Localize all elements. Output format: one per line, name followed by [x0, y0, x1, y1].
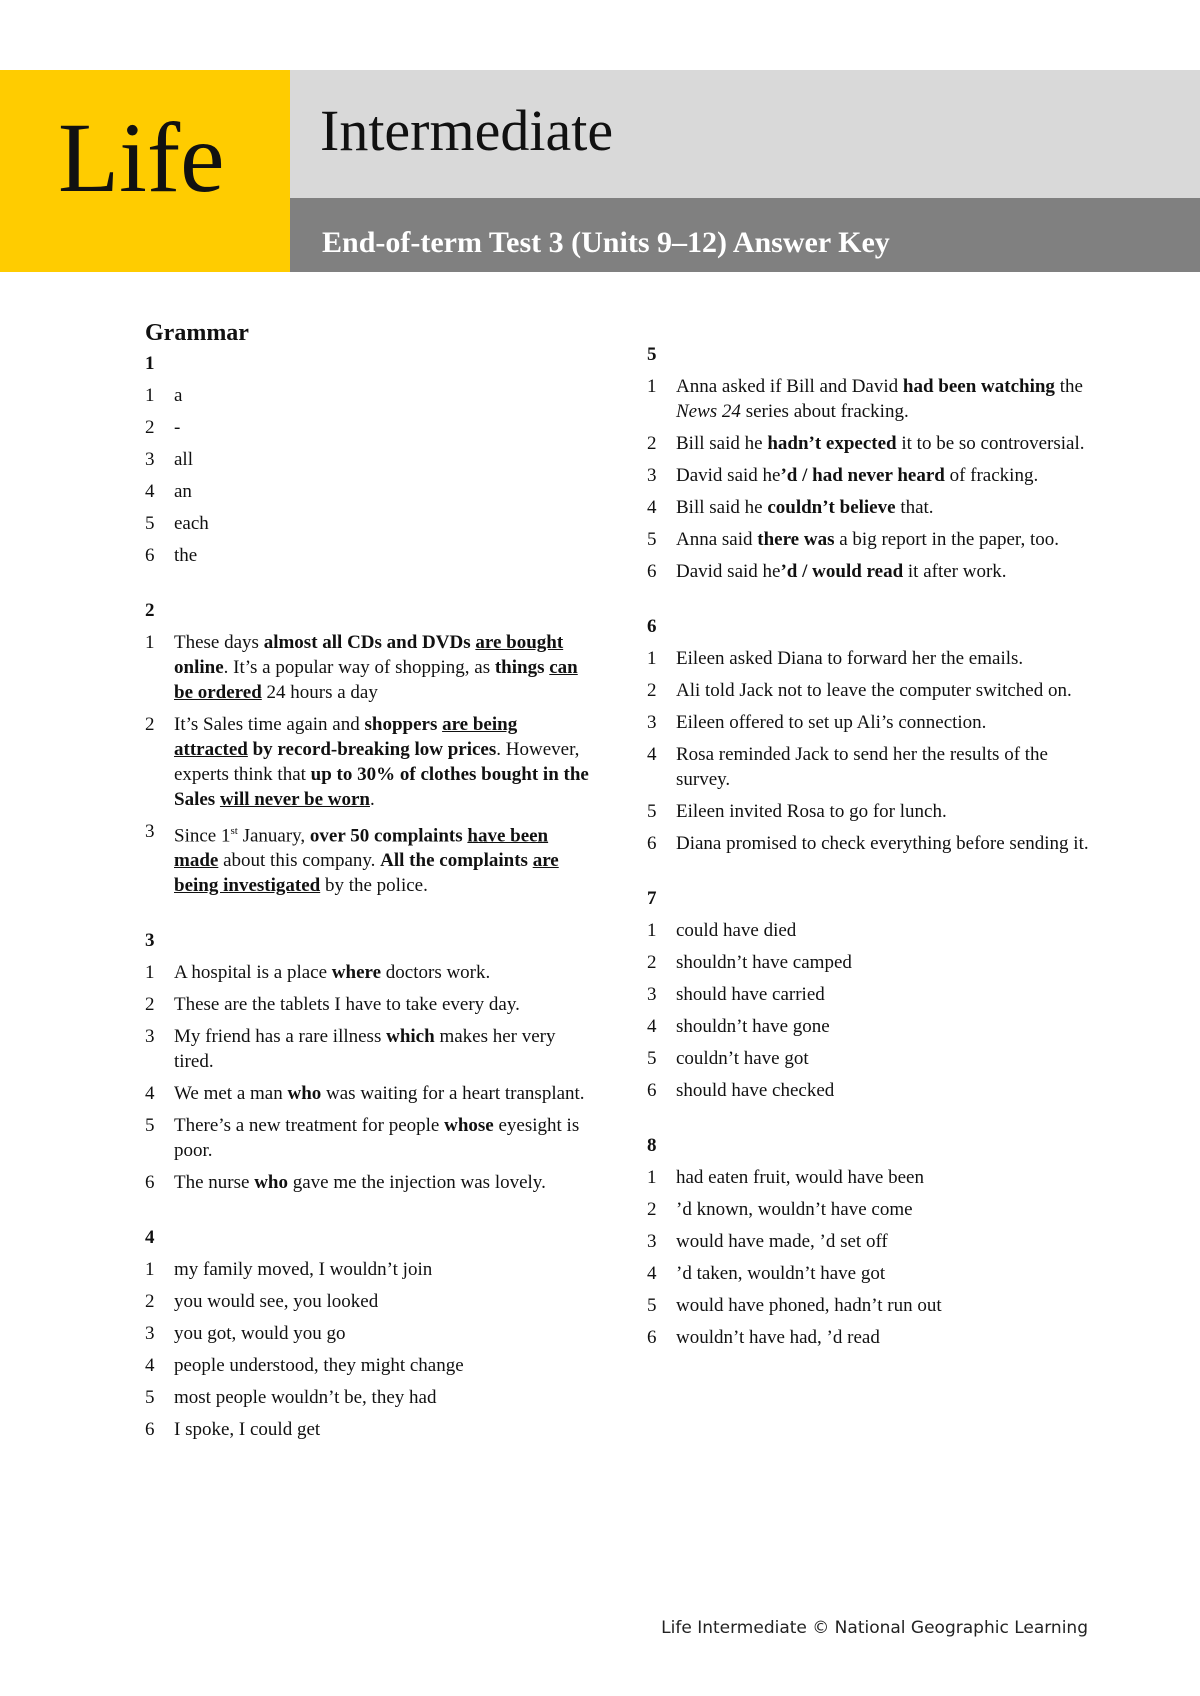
- answer-text: had eaten fruit, would have been: [676, 1167, 924, 1188]
- answer-item: [647, 678, 1097, 703]
- answer-number: 2: [647, 1199, 657, 1220]
- answer-text: Anna said there was a big report in the paper, too.: [676, 529, 1060, 550]
- exercise-1: [145, 353, 590, 568]
- answer-item: [647, 463, 1097, 488]
- exercise-2: [145, 600, 590, 898]
- answer-number: 5: [647, 529, 657, 550]
- answer-number: 1: [145, 385, 155, 406]
- answer-number: 4: [647, 1263, 657, 1284]
- answer-item: [647, 799, 1097, 824]
- answer-item: [145, 479, 590, 504]
- answer-text: Rosa reminded Jack to send her the results of the survey.: [676, 744, 1048, 790]
- answer-item: [145, 1170, 590, 1195]
- answer-text: Bill said he hadn’t expected it to be so controversial.: [676, 433, 1085, 454]
- answer-text: Anna asked if Bill and David had been watching the News 24 series about fracking.: [676, 376, 1083, 422]
- answer-item: [647, 431, 1097, 456]
- answer-number: 6: [647, 1080, 657, 1101]
- answer-text: my family moved, I wouldn’t join: [174, 1259, 433, 1281]
- answer-text: should have checked: [676, 1080, 835, 1101]
- exercise-number: 6: [647, 616, 657, 637]
- answer-text: all: [174, 449, 193, 470]
- answer-number: 6: [647, 833, 657, 854]
- answer-number: 1: [647, 376, 657, 397]
- answer-text: couldn’t have got: [676, 1048, 809, 1069]
- answer-item: [145, 543, 590, 568]
- answer-item: [647, 1293, 1097, 1318]
- answer-item: [647, 742, 1097, 792]
- answer-item: [145, 1024, 590, 1074]
- answer-item: [647, 1229, 1097, 1254]
- answer-number: 6: [647, 1327, 657, 1348]
- answer-item: [647, 1261, 1097, 1286]
- exercise-6: [647, 616, 1097, 856]
- answer-number: 4: [647, 497, 657, 518]
- answer-item: [145, 1257, 590, 1282]
- logo-text: Life: [58, 102, 225, 213]
- answer-item: [647, 1046, 1097, 1071]
- answer-number: 1: [145, 632, 155, 653]
- answer-item: [145, 992, 590, 1017]
- level-title: Intermediate: [320, 98, 614, 163]
- exercise-5: [647, 344, 1097, 584]
- answer-item: [145, 1113, 590, 1163]
- answer-text: There’s a new treatment for people whose eyesight is poor.: [174, 1115, 580, 1162]
- exercise-number: 4: [145, 1227, 155, 1249]
- answer-text: Ali told Jack not to leave the computer switched on.: [676, 680, 1072, 701]
- exercise-number: 8: [647, 1135, 657, 1156]
- answer-text: most people wouldn’t be, they had: [174, 1387, 437, 1409]
- answer-item: [647, 559, 1097, 584]
- answer-number: 5: [647, 1295, 657, 1316]
- exercise-8: [647, 1135, 1097, 1350]
- answer-number: 4: [145, 1083, 155, 1105]
- right-column: [647, 320, 1097, 1382]
- answer-number: 6: [647, 561, 657, 582]
- answer-number: 6: [145, 1419, 155, 1441]
- exercise-number: 5: [647, 344, 657, 365]
- answer-text: Bill said he couldn’t believe that.: [676, 497, 934, 518]
- answer-item: [145, 712, 590, 812]
- answer-text: It’s Sales time again and shoppers are being attracted by record-breaking low prices. However, experts think that up to 30% of clothes bought in the Sales will never be worn.: [174, 714, 589, 810]
- answer-text: should have carried: [676, 984, 825, 1005]
- answer-text: would have phoned, hadn’t run out: [676, 1295, 942, 1316]
- answer-text: Diana promised to check everything before sending it.: [676, 833, 1089, 854]
- test-title-band: [290, 198, 1200, 272]
- answer-text: could have died: [676, 920, 797, 941]
- answer-text: Eileen invited Rosa to go for lunch.: [676, 801, 947, 822]
- answer-number: 1: [647, 648, 657, 669]
- answer-item: [647, 1014, 1097, 1039]
- exercise-number: 2: [145, 600, 155, 621]
- answer-number: 3: [145, 1026, 155, 1048]
- answer-number: 5: [647, 1048, 657, 1069]
- answer-item: [145, 1081, 590, 1106]
- answer-number: 2: [647, 433, 657, 454]
- answer-item: [145, 1289, 590, 1314]
- answer-number: 1: [647, 1167, 657, 1188]
- answer-number: 2: [145, 417, 155, 438]
- answer-text: A hospital is a place where doctors work.: [174, 962, 491, 984]
- answer-number: 5: [647, 801, 657, 822]
- answer-text: I spoke, I could get: [174, 1419, 321, 1441]
- exercise-number: 7: [647, 888, 657, 909]
- answer-text: an: [174, 481, 192, 502]
- answer-number: 1: [145, 962, 155, 984]
- answer-text: Eileen asked Diana to forward her the emails.: [676, 648, 1024, 669]
- answer-number: 2: [647, 680, 657, 701]
- answer-number: 2: [145, 994, 155, 1016]
- answer-text: Eileen offered to set up Ali’s connection.: [676, 712, 987, 733]
- answer-text: The nurse who gave me the injection was lovely.: [174, 1172, 546, 1194]
- answer-item: [145, 1385, 590, 1410]
- answer-item: [145, 960, 590, 985]
- answer-number: 3: [647, 465, 657, 486]
- answer-text: ’d taken, wouldn’t have got: [676, 1263, 886, 1284]
- answer-text: ’d known, wouldn’t have come: [676, 1199, 913, 1220]
- answer-item: [647, 1197, 1097, 1222]
- answer-text: David said he’d / would read it after work.: [676, 561, 1007, 582]
- answer-item: [647, 1078, 1097, 1103]
- answer-item: [145, 511, 590, 536]
- answer-number: 4: [145, 481, 155, 502]
- answer-number: 1: [145, 1259, 155, 1281]
- answer-text: These days almost all CDs and DVDs are bought online. It’s a popular way of shopping, as things can be ordered 24 hours a day: [174, 632, 578, 703]
- answer-item: [647, 527, 1097, 552]
- section-title: Grammar: [145, 320, 249, 346]
- answer-number: 6: [145, 545, 155, 566]
- answer-item: [145, 383, 590, 408]
- answer-text: you got, would you go: [174, 1323, 346, 1345]
- answer-number: 5: [145, 1115, 155, 1137]
- answer-number: 5: [145, 1387, 155, 1409]
- left-column: [145, 320, 590, 1474]
- answer-item: [145, 819, 590, 898]
- answer-number: 6: [145, 1172, 155, 1194]
- answer-number: 4: [647, 744, 657, 765]
- answer-text: wouldn’t have had, ’d read: [676, 1327, 880, 1348]
- answer-text: David said he’d / had never heard of fracking.: [676, 465, 1039, 486]
- answer-item: [145, 630, 590, 705]
- answer-number: 3: [647, 712, 657, 733]
- exercise-4: [145, 1227, 590, 1442]
- right-exercise-list: [647, 344, 1097, 1350]
- answer-number: 3: [647, 984, 657, 1005]
- answer-text: would have made, ’d set off: [676, 1231, 888, 1252]
- answer-item: [647, 1325, 1097, 1350]
- exercise-7: [647, 888, 1097, 1103]
- level-band: [290, 70, 1200, 198]
- exercise-3: [145, 930, 590, 1195]
- answer-text: people understood, they might change: [174, 1355, 464, 1377]
- answer-number: 3: [647, 1231, 657, 1252]
- answer-text: the: [174, 545, 198, 566]
- answer-item: [647, 374, 1097, 424]
- answer-text: -: [174, 417, 181, 438]
- answer-item: [647, 831, 1097, 856]
- answer-text: We met a man who was waiting for a heart transplant.: [174, 1083, 585, 1105]
- answer-text: shouldn’t have camped: [676, 952, 852, 973]
- answer-item: [647, 950, 1097, 975]
- life-logo: [0, 70, 290, 272]
- answer-text: shouldn’t have gone: [676, 1016, 830, 1037]
- answer-text: My friend has a rare illness which makes her very tired.: [174, 1026, 556, 1073]
- left-exercise-list: [145, 353, 590, 1442]
- answer-item: [145, 1321, 590, 1346]
- answer-number: 3: [145, 449, 155, 470]
- answer-item: [145, 415, 590, 440]
- answer-number: 1: [647, 920, 657, 941]
- answer-text: each: [174, 513, 209, 534]
- answer-item: [145, 1417, 590, 1442]
- answer-number: 5: [145, 513, 155, 534]
- answer-item: [647, 495, 1097, 520]
- answer-number: 2: [145, 714, 155, 735]
- footer-copyright: Life Intermediate © National Geographic Learning: [661, 1618, 1088, 1638]
- answer-text: Since 1st January, over 50 complaints have been made about this company. All the complaints are being investigated by the police.: [174, 825, 559, 897]
- answer-number: 2: [647, 952, 657, 973]
- answer-item: [145, 447, 590, 472]
- answer-number: 3: [145, 1323, 155, 1345]
- answer-item: [647, 918, 1097, 943]
- exercise-number: 1: [145, 353, 155, 374]
- answer-number: 4: [647, 1016, 657, 1037]
- answer-number: 4: [145, 1355, 155, 1377]
- answer-item: [647, 646, 1097, 671]
- answer-number: 3: [145, 821, 155, 842]
- answer-number: 2: [145, 1291, 155, 1313]
- answer-item: [145, 1353, 590, 1378]
- answer-item: [647, 982, 1097, 1007]
- exercise-number: 3: [145, 930, 155, 952]
- answer-text: These are the tablets I have to take every day.: [174, 994, 520, 1016]
- test-title: End-of-term Test 3 (Units 9–12) Answer Key: [322, 226, 890, 259]
- answer-item: [647, 710, 1097, 735]
- answer-text: you would see, you looked: [174, 1291, 379, 1313]
- answer-item: [647, 1165, 1097, 1190]
- answer-text: a: [174, 385, 183, 406]
